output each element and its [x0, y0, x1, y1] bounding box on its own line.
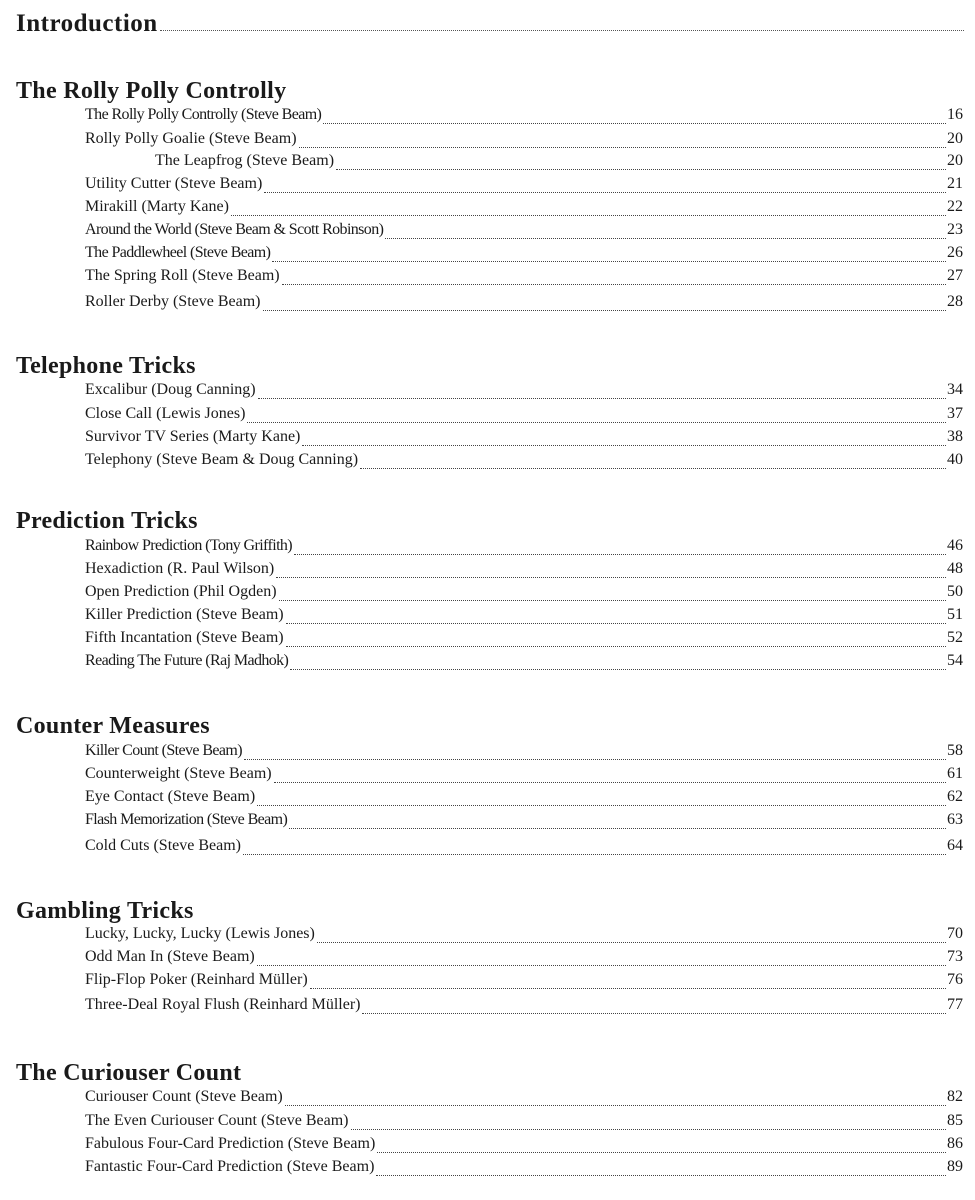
toc-entry: [85, 606, 963, 628]
toc-entry: [85, 765, 963, 787]
page-number: 52: [947, 629, 963, 646]
toc-entry: [85, 537, 963, 559]
toc-entry: [85, 221, 963, 243]
entry-title: Rolly Polly Goalie (Steve Beam): [85, 130, 297, 147]
toc-entry: [85, 244, 963, 266]
dot-leader: [257, 965, 946, 966]
dot-leader: [336, 169, 946, 170]
entry-title: Eye Contact (Steve Beam): [85, 788, 256, 805]
entry-title: Around the World (Steve Beam & Scott Robinson): [85, 221, 384, 238]
page-number: 27: [947, 267, 963, 284]
dot-leader: [289, 828, 946, 829]
toc-entry: [85, 996, 963, 1018]
dot-leader: [247, 422, 946, 423]
page-number: 77: [947, 996, 963, 1013]
introduction-title: Introduction: [16, 10, 158, 37]
dot-leader: [377, 1152, 946, 1153]
page-number: 50: [947, 583, 963, 600]
entry-title: Lucky, Lucky, Lucky (Lewis Jones): [85, 925, 315, 942]
page-number: 76: [947, 971, 963, 988]
dot-leader: [323, 123, 946, 124]
toc-entry: [85, 971, 963, 993]
toc-entry: [85, 1135, 963, 1157]
dot-leader: [231, 215, 946, 216]
dot-leader: [317, 942, 946, 943]
toc-entry: [85, 198, 963, 220]
page-number: 54: [947, 652, 963, 669]
section-title: The Rolly Polly Controlly: [16, 78, 287, 104]
entry-title: Open Prediction (Phil Ogden): [85, 583, 277, 600]
dot-leader: [258, 398, 946, 399]
dot-leader: [160, 30, 964, 31]
entry-title: Survivor TV Series (Marty Kane): [85, 428, 301, 445]
page-number: 34: [947, 381, 963, 398]
page-number: 89: [947, 1158, 963, 1175]
toc-entry: [85, 742, 963, 764]
toc-entry: [85, 811, 963, 833]
page-number: 64: [947, 837, 963, 854]
page-number: 85: [947, 1112, 963, 1129]
page-number: 20: [947, 130, 963, 147]
dot-leader: [290, 669, 946, 670]
page-number: 61: [947, 765, 963, 782]
toc-entry: [85, 925, 963, 947]
section-title: Telephone Tricks: [16, 353, 196, 379]
dot-leader: [243, 854, 946, 855]
entry-title: The Leapfrog (Steve Beam): [155, 152, 335, 169]
page-number: 51: [947, 606, 963, 623]
entry-title: Telephony (Steve Beam & Doug Canning): [85, 451, 359, 468]
entry-title: Killer Prediction (Steve Beam): [85, 606, 284, 623]
page-number: 28: [947, 293, 963, 310]
entry-title: Hexadiction (R. Paul Wilson): [85, 560, 275, 577]
toc-entry: [85, 405, 963, 427]
section-title: The Curiouser Count: [16, 1060, 242, 1086]
dot-leader: [360, 468, 946, 469]
entry-title: The Rolly Polly Controlly (Steve Beam): [85, 106, 322, 123]
dot-leader: [276, 577, 946, 578]
toc-entry: [85, 629, 963, 651]
section-title: Gambling Tricks: [16, 898, 194, 924]
page-number: 58: [947, 742, 963, 759]
dot-leader: [286, 623, 946, 624]
toc-entry: [85, 267, 963, 289]
page-number: 73: [947, 948, 963, 965]
entry-title: Curiouser Count (Steve Beam): [85, 1088, 283, 1105]
page-number: 20: [947, 152, 963, 169]
entry-title: Rainbow Prediction (Tony Griffith): [85, 537, 293, 554]
toc-subentry: [155, 152, 963, 174]
toc-entry: [85, 583, 963, 605]
dot-leader: [274, 782, 946, 783]
entry-title: The Spring Roll (Steve Beam): [85, 267, 280, 284]
toc-entry: [85, 837, 963, 859]
dot-leader: [279, 600, 946, 601]
toc-entry: [85, 175, 963, 197]
dot-leader: [285, 1105, 946, 1106]
dot-leader: [299, 147, 946, 148]
page-number: 48: [947, 560, 963, 577]
page-number: 46: [947, 537, 963, 554]
page-number: 38: [947, 428, 963, 445]
toc-entry: [85, 130, 963, 152]
toc-entry: [85, 1112, 963, 1134]
page-number: 37: [947, 405, 963, 422]
page-number: 16: [947, 106, 963, 123]
entry-title: Fifth Incantation (Steve Beam): [85, 629, 284, 646]
entry-title: Mirakill (Marty Kane): [85, 198, 229, 215]
entry-title: Roller Derby (Steve Beam): [85, 293, 261, 310]
dot-leader: [244, 759, 946, 760]
page-number: 26: [947, 244, 963, 261]
entry-title: Utility Cutter (Steve Beam): [85, 175, 263, 192]
entry-title: The Paddlewheel (Steve Beam): [85, 244, 271, 261]
section-title: Counter Measures: [16, 713, 210, 739]
entry-title: Fantastic Four-Card Prediction (Steve Beam): [85, 1158, 375, 1175]
entry-title: Fabulous Four-Card Prediction (Steve Beam): [85, 1135, 376, 1152]
toc-entry: [85, 1088, 963, 1110]
dot-leader: [294, 554, 946, 555]
toc-entry: [85, 788, 963, 810]
toc-entry: [85, 381, 963, 403]
page-number: 70: [947, 925, 963, 942]
page-number: 22: [947, 198, 963, 215]
dot-leader: [302, 445, 946, 446]
entry-title: Flip-Flop Poker (Reinhard Müller): [85, 971, 308, 988]
entry-title: Odd Man In (Steve Beam): [85, 948, 255, 965]
entry-title: The Even Curiouser Count (Steve Beam): [85, 1112, 349, 1129]
toc-entry: [85, 428, 963, 450]
dot-leader: [385, 238, 946, 239]
dot-leader: [351, 1129, 947, 1130]
dot-leader: [310, 988, 946, 989]
dot-leader: [257, 805, 946, 806]
toc-entry: [85, 652, 963, 674]
entry-title: Flash Memorization (Steve Beam): [85, 811, 288, 828]
page-number: 21: [947, 175, 963, 192]
page-number: 62: [947, 788, 963, 805]
entry-title: Three-Deal Royal Flush (Reinhard Müller): [85, 996, 361, 1013]
dot-leader: [264, 192, 946, 193]
dot-leader: [286, 646, 946, 647]
page-number: 82: [947, 1088, 963, 1105]
page-number: 40: [947, 451, 963, 468]
dot-leader: [272, 261, 946, 262]
toc-entry: [85, 560, 963, 582]
section-title: Prediction Tricks: [16, 508, 198, 534]
toc-entry: [85, 106, 963, 128]
introduction-entry: [16, 10, 964, 38]
entry-title: Excalibur (Doug Canning): [85, 381, 256, 398]
toc-entry: [85, 293, 963, 315]
page-number: 86: [947, 1135, 963, 1152]
toc-entry: [85, 451, 963, 473]
entry-title: Reading The Future (Raj Madhok): [85, 652, 289, 669]
toc-entry: [85, 1158, 963, 1180]
entry-title: Close Call (Lewis Jones): [85, 405, 246, 422]
toc-entry: [85, 948, 963, 970]
entry-title: Cold Cuts (Steve Beam): [85, 837, 241, 854]
page-number: 23: [947, 221, 963, 238]
entry-title: Killer Count (Steve Beam): [85, 742, 242, 759]
dot-leader: [282, 284, 946, 285]
page-number: 63: [947, 811, 963, 828]
dot-leader: [362, 1013, 946, 1014]
dot-leader: [263, 310, 947, 311]
dot-leader: [376, 1175, 946, 1176]
entry-title: Counterweight (Steve Beam): [85, 765, 272, 782]
